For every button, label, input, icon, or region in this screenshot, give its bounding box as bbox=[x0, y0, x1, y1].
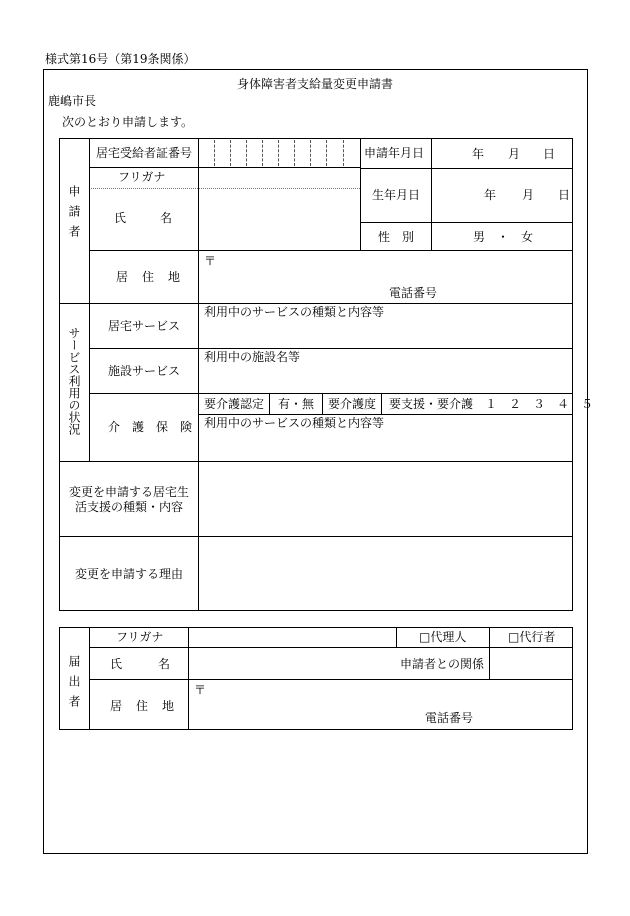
care-insurance-hint: 利用中のサービスの種類と内容等 bbox=[204, 416, 385, 430]
phone-label: 電話番号 bbox=[389, 286, 438, 300]
change-content-label-1: 変更を申請する居宅生 bbox=[69, 485, 190, 499]
date-day-unit: 日 bbox=[543, 147, 556, 161]
notifier-name-label: 氏 名 bbox=[110, 657, 171, 671]
notifier-furigana-label: フリガナ bbox=[116, 630, 164, 644]
care-level-options[interactable]: 要支援・要介護 １ ２ ３ ４ ５ bbox=[389, 397, 594, 411]
application-date-field[interactable] bbox=[432, 139, 572, 167]
home-service-hint: 利用中のサービスの種類と内容等 bbox=[204, 305, 385, 319]
cert-number-label: 居宅受給者証番号 bbox=[96, 146, 193, 160]
home-service-field[interactable] bbox=[199, 304, 572, 347]
change-reason-label: 変更を申請する理由 bbox=[75, 567, 184, 581]
notifier-postal-mark: 〒 bbox=[194, 683, 207, 697]
care-level-label: 要介護度 bbox=[328, 397, 377, 411]
date-year-unit: 年 bbox=[472, 147, 485, 161]
agent-option[interactable]: □代理人 bbox=[419, 630, 467, 644]
notifier-address-field[interactable] bbox=[189, 680, 572, 729]
name-label: 氏 名 bbox=[114, 211, 173, 225]
care-insurance-field[interactable] bbox=[199, 415, 572, 460]
relationship-field[interactable] bbox=[490, 648, 572, 678]
addressee: 鹿嶋市長 bbox=[48, 94, 97, 108]
notifier-phone-label: 電話番号 bbox=[425, 711, 474, 725]
notifier-name-field[interactable] bbox=[189, 648, 394, 678]
form-title: 身体障害者支給量変更申請書 bbox=[237, 77, 394, 91]
facility-service-label: 施設サービス bbox=[108, 364, 181, 378]
address-label: 居 住 地 bbox=[116, 270, 182, 284]
notifier-furigana-field[interactable] bbox=[189, 628, 395, 646]
birth-day-unit: 日 bbox=[558, 188, 571, 202]
birthdate-field[interactable] bbox=[432, 169, 572, 221]
name-field[interactable] bbox=[199, 189, 359, 249]
change-content-label-2: 活支援の種類・内容 bbox=[75, 500, 184, 514]
change-reason-field[interactable] bbox=[199, 537, 572, 610]
care-cert-label: 要介護認定 bbox=[204, 397, 265, 411]
applicant-section-label: 申請者 bbox=[67, 185, 81, 245]
gender-options[interactable]: 男 ・ 女 bbox=[473, 230, 534, 244]
facility-service-hint: 利用中の施設名等 bbox=[204, 350, 301, 364]
furigana-field[interactable] bbox=[199, 168, 359, 187]
services-section-label: サービス利用の状況 bbox=[67, 327, 81, 435]
change-content-field[interactable] bbox=[199, 462, 572, 535]
proxy-option[interactable]: □代行者 bbox=[508, 630, 556, 644]
facility-service-field[interactable] bbox=[199, 349, 572, 392]
birthdate-label: 生年月日 bbox=[372, 188, 421, 202]
furigana-label: フリガナ bbox=[118, 170, 166, 184]
intro-text: 次のとおり申請します。 bbox=[62, 115, 194, 129]
care-cert-options[interactable]: 有・無 bbox=[278, 397, 315, 411]
care-insurance-label: 介 護 保 険 bbox=[108, 420, 193, 434]
form-code: 様式第16号（第19条関係） bbox=[45, 52, 196, 66]
gender-label: 性 別 bbox=[378, 230, 415, 244]
postal-mark: 〒 bbox=[204, 254, 217, 268]
birth-year-unit: 年 bbox=[484, 188, 497, 202]
home-service-label: 居宅サービス bbox=[108, 319, 181, 333]
address-field[interactable] bbox=[199, 251, 572, 302]
notifier-address-label: 居 住 地 bbox=[110, 699, 176, 713]
date-month-unit: 月 bbox=[508, 147, 521, 161]
birth-month-unit: 月 bbox=[522, 188, 535, 202]
notifier-section-label: 届出者 bbox=[67, 655, 81, 715]
relationship-label: 申請者との関係 bbox=[400, 657, 485, 671]
cert-number-field[interactable] bbox=[199, 139, 359, 166]
application-date-label: 申請年月日 bbox=[364, 146, 425, 160]
